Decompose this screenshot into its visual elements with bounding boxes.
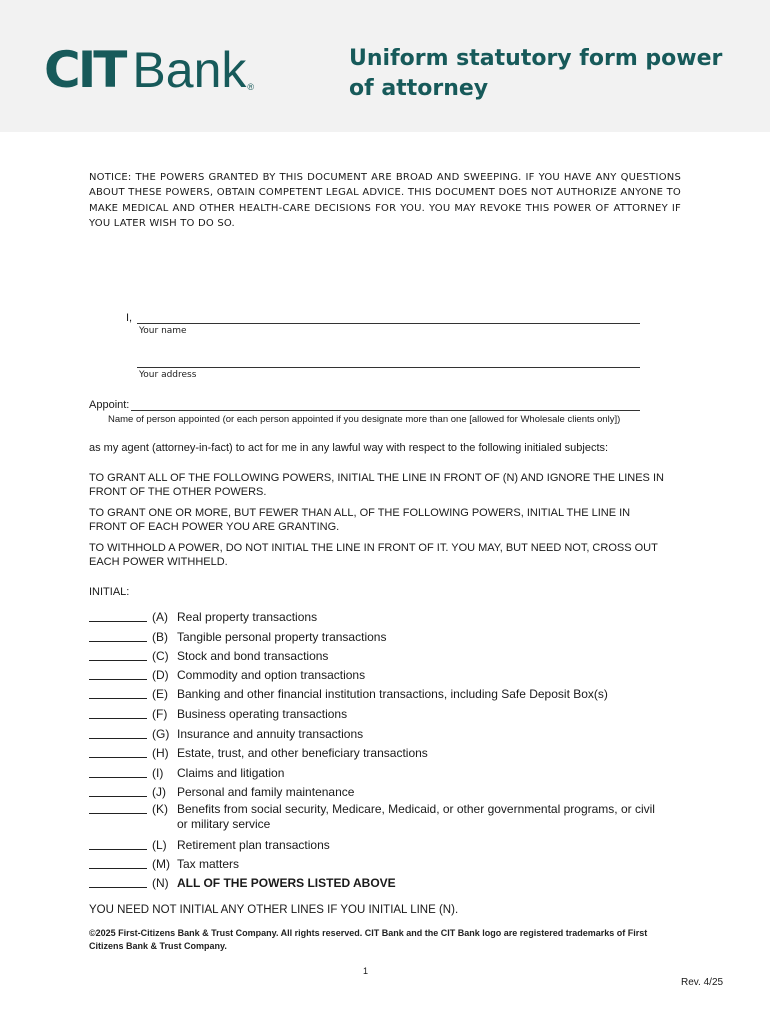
your-name-label: Your name bbox=[139, 326, 187, 336]
page-header bbox=[0, 0, 770, 132]
initial-blank-field[interactable] bbox=[89, 868, 147, 869]
your-address-label: Your address bbox=[139, 370, 197, 380]
appoint-label: Appoint: bbox=[89, 399, 130, 411]
power-letter: (J) bbox=[152, 785, 166, 799]
power-description: Commodity and option transactions bbox=[177, 668, 366, 682]
power-description: ALL OF THE POWERS LISTED ABOVE bbox=[177, 876, 396, 890]
power-description: Tangible personal property transactions bbox=[177, 630, 387, 644]
power-description: Personal and family maintenance bbox=[177, 785, 355, 799]
notice-paragraph: NOTICE: THE POWERS GRANTED BY THIS DOCUMENT ARE BROAD AND SWEEPING. IF YOU HAVE ANY QUESTIONS ABOUT THESE POWERS, OBTAIN COMPETENT LEGAL ADVICE. THIS DOCUMENT DOES NOT AUTHORIZE ANYONE TO MAKE MEDICAL AND OTHER HEALTH-CARE DECISIONS FOR YOU. YOU MAY REVOKE THIS POWER OF ATTORNEY IF YOU LATER WISH TO DO SO. bbox=[89, 172, 681, 230]
power-letter: (L) bbox=[152, 838, 167, 852]
your-name-field[interactable] bbox=[137, 323, 640, 324]
logo-bank-text: Bank bbox=[132, 42, 247, 98]
revision-label: Rev. 4/25 bbox=[681, 977, 724, 988]
instruction-withhold: TO WITHHOLD A POWER, DO NOT INITIAL THE LINE IN FRONT OF IT. YOU MAY, BUT NEED NOT, CROSS OUT EACH POWER WITHHELD. bbox=[89, 542, 658, 568]
initial-blank-field[interactable] bbox=[89, 660, 147, 661]
power-letter: (I) bbox=[152, 766, 164, 780]
power-description: Insurance and annuity transactions bbox=[177, 727, 364, 741]
power-letter: (B) bbox=[152, 630, 168, 644]
instruction-grant-all: TO GRANT ALL OF THE FOLLOWING POWERS, INITIAL THE LINE IN FRONT OF (N) AND IGNORE THE LINES IN FRONT OF THE OTHER POWERS. bbox=[89, 472, 664, 498]
cit-bank-logo bbox=[44, 41, 255, 99]
initial-blank-field[interactable] bbox=[89, 849, 147, 850]
instruction-grant-some: TO GRANT ONE OR MORE, BUT FEWER THAN ALL, OF THE FOLLOWING POWERS, INITIAL THE LINE IN FRONT OF EACH POWER YOU ARE GRANTING. bbox=[89, 507, 631, 533]
initial-blank-field[interactable] bbox=[89, 757, 147, 758]
initial-blank-field[interactable] bbox=[89, 698, 147, 699]
appointee-field[interactable] bbox=[131, 410, 640, 411]
power-letter: (C) bbox=[152, 649, 169, 663]
power-letter: (G) bbox=[152, 727, 170, 741]
initial-blank-field[interactable] bbox=[89, 777, 147, 778]
power-description: Banking and other financial institution transactions, including Safe Deposit Box(s) bbox=[177, 687, 608, 701]
power-letter: (E) bbox=[152, 687, 168, 701]
initial-blank-field[interactable] bbox=[89, 679, 147, 680]
appointee-label: Name of person appointed (or each person appointed if you designate more than one [allowed for Wholesale clients only]) bbox=[108, 414, 621, 425]
power-description: Estate, trust, and other beneficiary transactions bbox=[177, 746, 428, 760]
initial-blank-field[interactable] bbox=[89, 796, 147, 797]
initial-blank-field[interactable] bbox=[89, 813, 147, 814]
power-letter: (N) bbox=[152, 876, 169, 890]
logo-cit-text: CIT bbox=[44, 41, 125, 99]
initial-blank-field[interactable] bbox=[89, 718, 147, 719]
initial-blank-field[interactable] bbox=[89, 641, 147, 642]
initial-blank-field[interactable] bbox=[89, 887, 147, 888]
power-letter: (H) bbox=[152, 746, 169, 760]
copyright-notice: ©2025 First-Citizens Bank & Trust Company. All rights reserved. CIT Bank and the CIT Bank logo are registered trademarks of First Citizens Bank & Trust Company. bbox=[89, 928, 648, 951]
document-title: Uniform statutory form power of attorney bbox=[349, 46, 723, 101]
initial-blank-field[interactable] bbox=[89, 738, 147, 739]
initial-blank-field[interactable] bbox=[89, 621, 147, 622]
power-description: Tax matters bbox=[177, 857, 240, 871]
page-number: 1 bbox=[363, 966, 369, 976]
power-description: Stock and bond transactions bbox=[177, 649, 329, 663]
power-description: Benefits from social security, Medicare, Medicaid, or other governmental programs, or civil or military service bbox=[177, 802, 655, 831]
initial-label: INITIAL: bbox=[89, 586, 130, 598]
power-letter: (M) bbox=[152, 857, 170, 871]
power-letter: (F) bbox=[152, 707, 168, 721]
power-letter: (A) bbox=[152, 610, 168, 624]
power-letter: (K) bbox=[152, 802, 168, 816]
your-address-field[interactable] bbox=[137, 367, 640, 368]
registered-mark: ® bbox=[247, 82, 255, 92]
power-description: Business operating transactions bbox=[177, 707, 348, 721]
agent-statement: as my agent (attorney-in-fact) to act for me in any lawful way with respect to the following initialed subjects: bbox=[89, 442, 609, 454]
power-description: Real property transactions bbox=[177, 610, 318, 624]
i-label: I, bbox=[126, 312, 133, 324]
power-description: Claims and litigation bbox=[177, 766, 285, 780]
power-letter: (D) bbox=[152, 668, 169, 682]
closing-note: YOU NEED NOT INITIAL ANY OTHER LINES IF YOU INITIAL LINE (N). bbox=[89, 904, 459, 916]
power-description: Retirement plan transactions bbox=[177, 838, 330, 852]
